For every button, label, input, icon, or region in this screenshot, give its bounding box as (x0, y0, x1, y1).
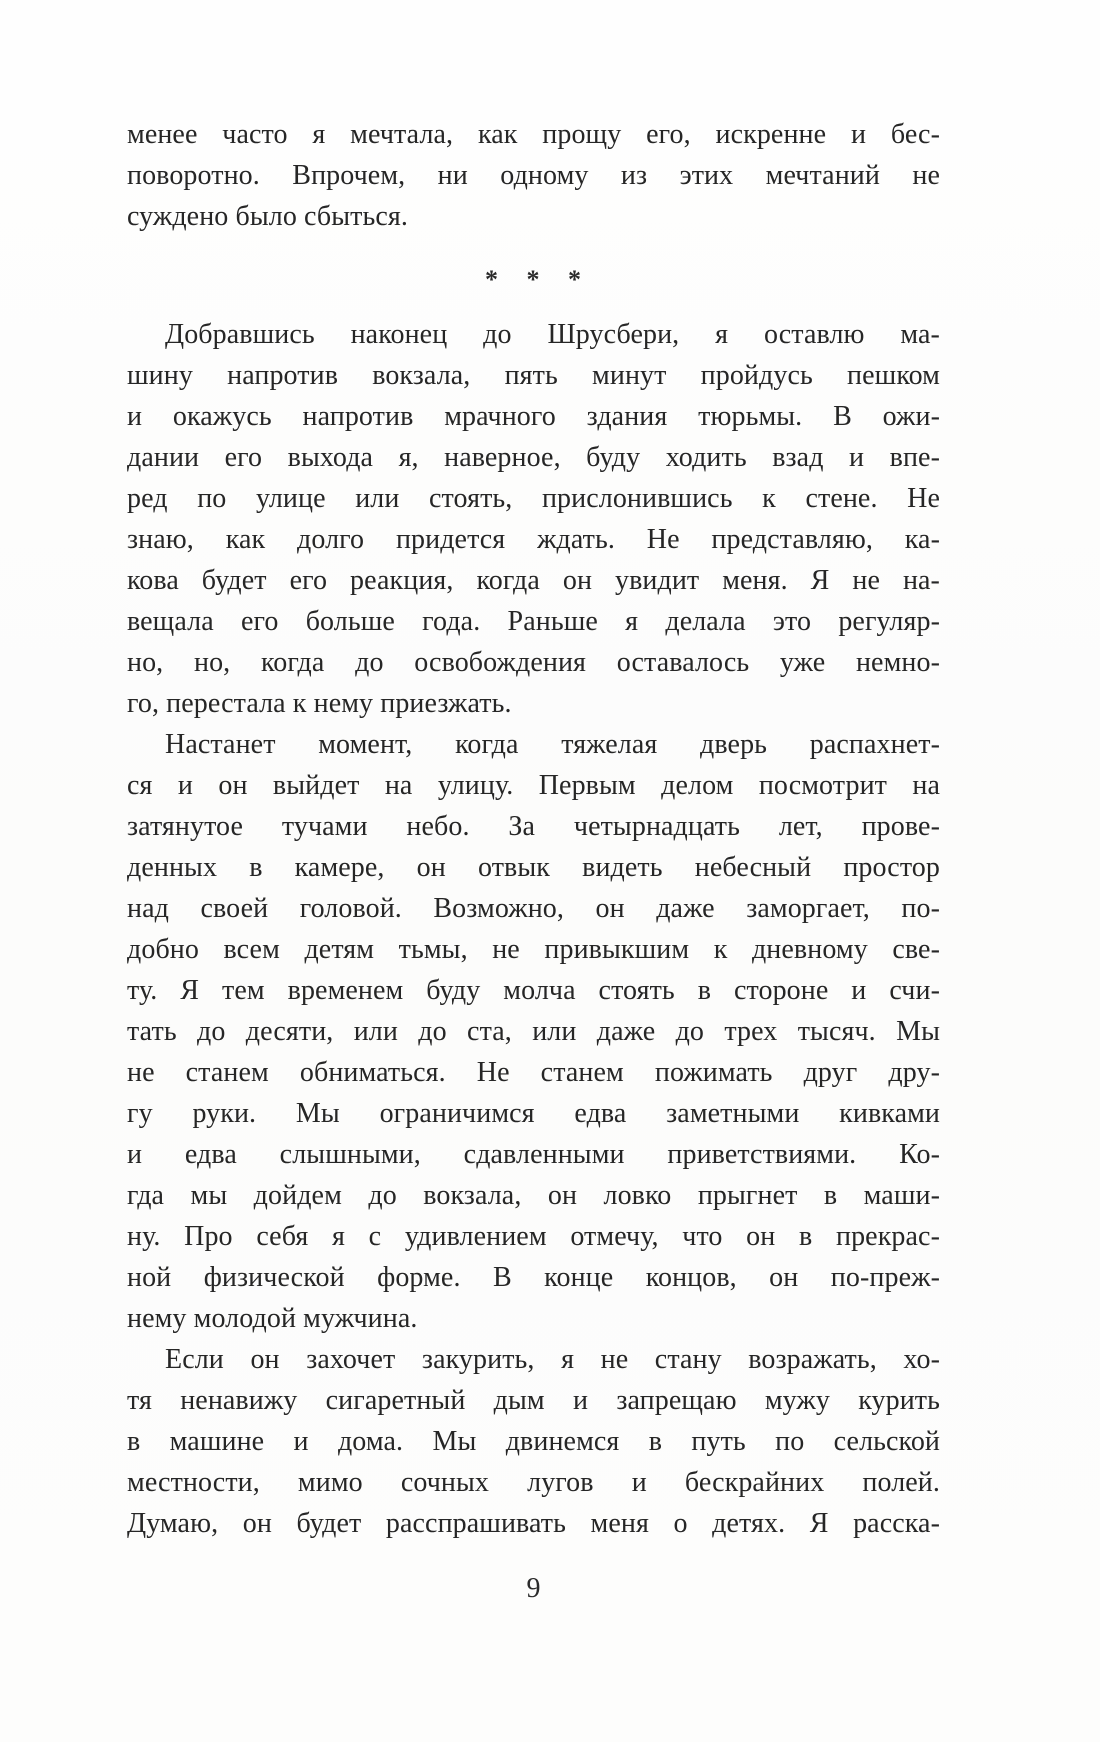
text-line: менее часто я мечтала, как прощу его, искренне и бес- (127, 119, 940, 150)
text-line: гда мы дойдем до вокзала, он ловко прыгнет в маши- (127, 1180, 940, 1211)
paragraph (127, 724, 940, 1339)
text-line: дании его выхода я, наверное, буду ходить взад и впе- (127, 442, 940, 473)
text-line: шину напротив вокзала, пять минут пройдусь пешком (127, 360, 940, 391)
text-line: кова будет его реакция, когда он увидит меня. Я не на- (127, 565, 940, 596)
text-line: и окажусь напротив мрачного здания тюрьмы. В ожи- (127, 401, 940, 432)
paragraph (127, 314, 940, 724)
text-line: не станем обниматься. Не станем пожимать друг дру- (127, 1057, 940, 1088)
text-line: ну. Про себя я с удивлением отмечу, что он в прекрас- (127, 1221, 940, 1252)
text-line: в машине и дома. Мы двинемся в путь по сельской (127, 1426, 940, 1457)
text-line: затянутое тучами небо. За четырнадцать лет, прове- (127, 811, 940, 842)
text-line: поворотно. Впрочем, ни одному из этих мечтаний не (127, 160, 940, 191)
text-line: знаю, как долго придется ждать. Не представляю, ка- (127, 524, 940, 555)
text-line: вещала его больше года. Раньше я делала это регуляр- (127, 606, 940, 637)
text-line: и едва слышными, сдавленными приветствиями. Ко- (127, 1139, 940, 1170)
text-line: ту. Я тем временем буду молча стоять в стороне и счи- (127, 975, 940, 1006)
text-line: го, перестала к нему приезжать. (127, 688, 512, 719)
text-line: денных в камере, он отвык видеть небесный простор (127, 852, 940, 883)
text-line: местности, мимо сочных лугов и бескрайних полей. (127, 1467, 940, 1498)
text-line: Думаю, он будет расспрашивать меня о детях. Я расска- (127, 1508, 940, 1539)
text-line: добно всем детям тьмы, не привыкшим к дневному све- (127, 934, 940, 965)
text-line: тя ненавижу сигаретный дым и запрещаю мужу курить (127, 1385, 940, 1416)
paragraph (127, 1339, 940, 1544)
text-line: Добравшись наконец до Шрусбери, я оставлю ма- (165, 319, 940, 350)
text-line: нему молодой мужчина. (127, 1303, 418, 1334)
text-line: над своей головой. Возможно, он даже заморгает, по- (127, 893, 940, 924)
text-line: тать до десяти, или до ста, или даже до трех тысяч. Мы (127, 1016, 940, 1047)
page-number: 9 (526, 1573, 541, 1604)
paragraph (127, 114, 940, 237)
text-line: суждено было сбыться. (127, 201, 408, 232)
text-line: но, но, когда до освобождения оставалось уже немно- (127, 647, 940, 678)
text-line: гу руки. Мы ограничимся едва заметными кивками (127, 1098, 940, 1129)
text-line: ной физической форме. В конце концов, он по-преж- (127, 1262, 940, 1293)
text-line: Настанет момент, когда тяжелая дверь распахнет- (165, 729, 940, 760)
text-line: Если он захочет закурить, я не стану возражать, хо- (165, 1344, 940, 1375)
section-separator: * * * (485, 265, 582, 294)
text-content (127, 114, 940, 1609)
text-line: ся и он выйдет на улицу. Первым делом посмотрит на (127, 770, 940, 801)
text-line: ред по улице или стоять, прислонившись к стене. Не (127, 483, 940, 514)
